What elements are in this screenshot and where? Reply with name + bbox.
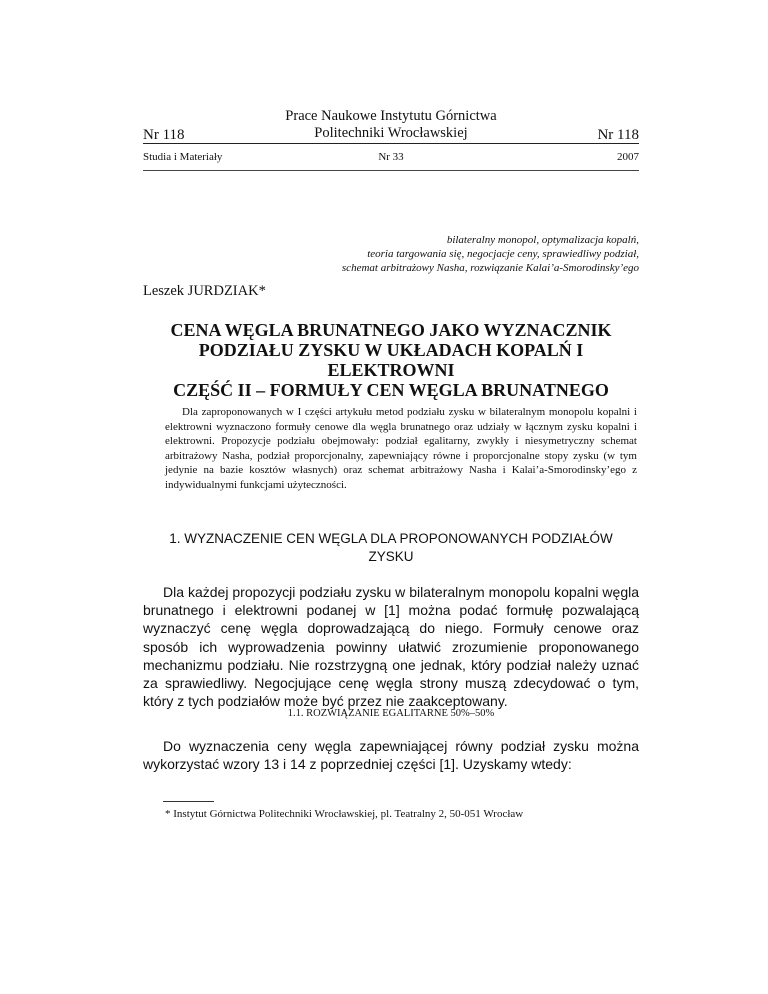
paper-title (143, 320, 639, 400)
keywords-line3: schemat arbitrażowy Nasha, rozwiązanie Kalai’a-Smorodinsky’ego (341, 262, 639, 274)
subsection-heading: 1.1. ROZWIĄZANIE EGALITARNE 50%–50% (287, 708, 495, 719)
paper-title-line2: PODZIAŁU ZYSKU W UKŁADACH KOPALŃ I ELEKTROWNI (198, 340, 584, 380)
section-heading (143, 530, 639, 566)
issue-number-left: Nr 118 (143, 127, 185, 143)
journal-title-line2: Politechniki Wrocławskiej (314, 125, 468, 141)
header-rule-thin (143, 170, 639, 171)
keywords (342, 233, 639, 275)
issue-number-right: Nr 118 (597, 127, 639, 143)
series-issue: Nr 33 (378, 151, 404, 163)
abstract: Dla zaproponowanych w I części artykułu metod podziału zysku w bilateralnym monopolu kopalni i elektrowni wyznaczono formuły cenowe dla węgla brunatnego oraz udziały w łącznym zysku kopalni i elektrowni. Propozycje podziału obejmowały: podział egalitarny, zwykły i niesymetryczny schemat arbitrażowy Nasha, podział proporcjonalny, zapewniający równe i proporcjonalne stopy zysku (w tym jedynie na bazie kosztów własnych) oraz schemat arbitrażowy Nasha i Kalai’a-Smorodinsky’ego z indywidualnymi funkcjami użyteczności. (165, 406, 637, 491)
body-paragraph-subsection: Do wyznaczenia ceny węgla zapewniającej równy podział zysku można wykorzystać wzory 13 i 14 z poprzedniej części [1]. Uzyskamy wtedy: (143, 738, 639, 773)
publication-year: 2007 (617, 151, 639, 163)
section-heading-line1: 1. WYZNACZENIE CEN WĘGLA DLA PROPONOWANYCH PODZIAŁÓW (169, 531, 613, 546)
author-name: Leszek JURDZIAK* (143, 283, 266, 299)
journal-title (143, 108, 639, 142)
body-paragraph: Dla każdej propozycji podziału zysku w bilateralnym monopolu kopalni węgla brunatnego i elektrowni podanej w [1] można podać formułę pozwalającą wyznaczyć cenę węgla doprowadzającą do niego. Formuły cenowe oraz sposób ich wyprowadzenia powinny ułatwić zrozumienie proponowanego mechanizmu podziału. Nie rozstrzygną one jednak, który podział należy uznać za sprawiedliwy. Negocjujące cenę węgla strony muszą zdecydować o tym, który z tych podziałów może być przez nie zaakceptowany. (143, 584, 639, 710)
keywords-line2: teoria targowania się, negocjacje ceny, sprawiedliwy podział, (367, 248, 639, 260)
paper-title-line3: CZĘŚĆ II – FORMUŁY CEN WĘGLA BRUNATNEGO (173, 380, 609, 400)
footnote: * Instytut Górnictwa Politechniki Wrocławskiej, pl. Teatralny 2, 50-051 Wrocław (165, 808, 524, 820)
paper-title-line1: CENA WĘGLA BRUNATNEGO JAKO WYZNACZNIK (170, 320, 612, 340)
journal-title-line1: Prace Naukowe Instytutu Górnictwa (285, 108, 497, 124)
section-heading-line2: ZYSKU (368, 549, 414, 564)
series-name: Studia i Materiały (143, 151, 223, 163)
keywords-line1: bilateralny monopol, optymalizacja kopalń, (446, 234, 639, 246)
footnote-rule (163, 801, 214, 802)
journal-header (143, 108, 639, 144)
header-rule-thick (143, 143, 639, 144)
